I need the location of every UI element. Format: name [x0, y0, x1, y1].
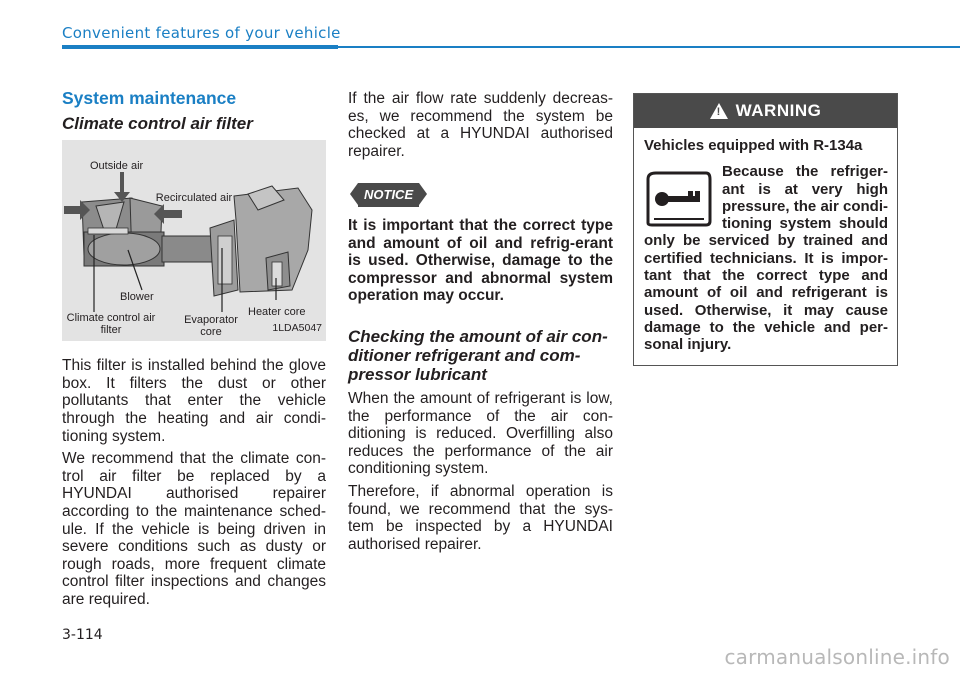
watermark: carmanualsonline.info: [724, 645, 950, 669]
paragraph-refrigerant-low: When the amount of refrigerant is low, the performance of the air con-ditioning is reduced. Overfilling also reduces the performance of the air conditioning system.: [348, 389, 613, 478]
header-bar-thin: [338, 46, 960, 48]
label-climate-filter: Climate control air filter: [66, 312, 156, 337]
warning-text: Because the refriger-ant is at very high pressure, the air condi-tioning system should only be serviced by trained and certified technicians. It is impor-tant that the correct type and amount of oil and refrigerant is used. Otherwise, it may cause damage to the vehicle and per-sonal injury.: [644, 163, 888, 354]
left-column: [62, 90, 326, 614]
warning-box: [633, 93, 898, 366]
paragraph-filter-location: This filter is installed behind the glove box. It filters the dust or other pollutants that enter the vehicle through the heating and air condi-tioning system.: [62, 357, 326, 445]
subsection-title: Climate control air filter: [62, 113, 253, 133]
subsection-refrigerant-title: Checking the amount of air con-ditioner refrigerant and com-pressor lubricant: [348, 326, 608, 384]
header-title: Convenient features of your vehicle: [62, 24, 341, 42]
paragraph-airflow: If the air flow rate suddenly decreas-es, we recommend the system be checked at a HYUNDAI authorised repairer.: [348, 90, 613, 160]
page-number: 3-114: [62, 627, 103, 643]
paragraph-filter-replacement: We recommend that the climate con-trol air filter be replaced by a HYUNDAI authorised repairer according to the maintenance sched-ule. If the vehicle is being driven in severe conditions such as dusty or rough roads, more frequent climate control filter inspections and changes are required.: [62, 450, 326, 608]
notice-text: It is important that the correct type and amount of oil and refrig-erant is used. Otherwise, damage to the compressor and abnormal system operation may occur.: [348, 216, 613, 305]
label-heater-core: Heater core: [248, 306, 306, 319]
warning-body: [634, 128, 897, 354]
wrench-book-icon: [644, 169, 714, 227]
paragraph-inspection: Therefore, if abnormal operation is found, we recommend that the sys-tem be inspected by a HYUNDAI authorised repairer.: [348, 482, 613, 553]
warning-vehicle-line: Vehicles equipped with R-134a: [644, 137, 863, 154]
figure-code: 1LDA5047: [272, 321, 322, 334]
warning-header: [634, 94, 897, 128]
label-recirculated-air: Recirculated air: [155, 192, 233, 205]
header-bar-thick: [62, 45, 338, 49]
middle-column: [348, 90, 613, 558]
warning-label: WARNING: [735, 101, 822, 120]
warning-triangle-icon: !: [710, 103, 728, 119]
air-filter-diagram: [62, 140, 326, 341]
label-evaporator: Evaporator core: [184, 314, 238, 339]
section-title: System maintenance: [62, 88, 237, 108]
label-blower: Blower: [120, 291, 154, 304]
notice-badge: NOTICE: [358, 183, 419, 207]
label-outside-air: Outside air: [90, 160, 144, 173]
